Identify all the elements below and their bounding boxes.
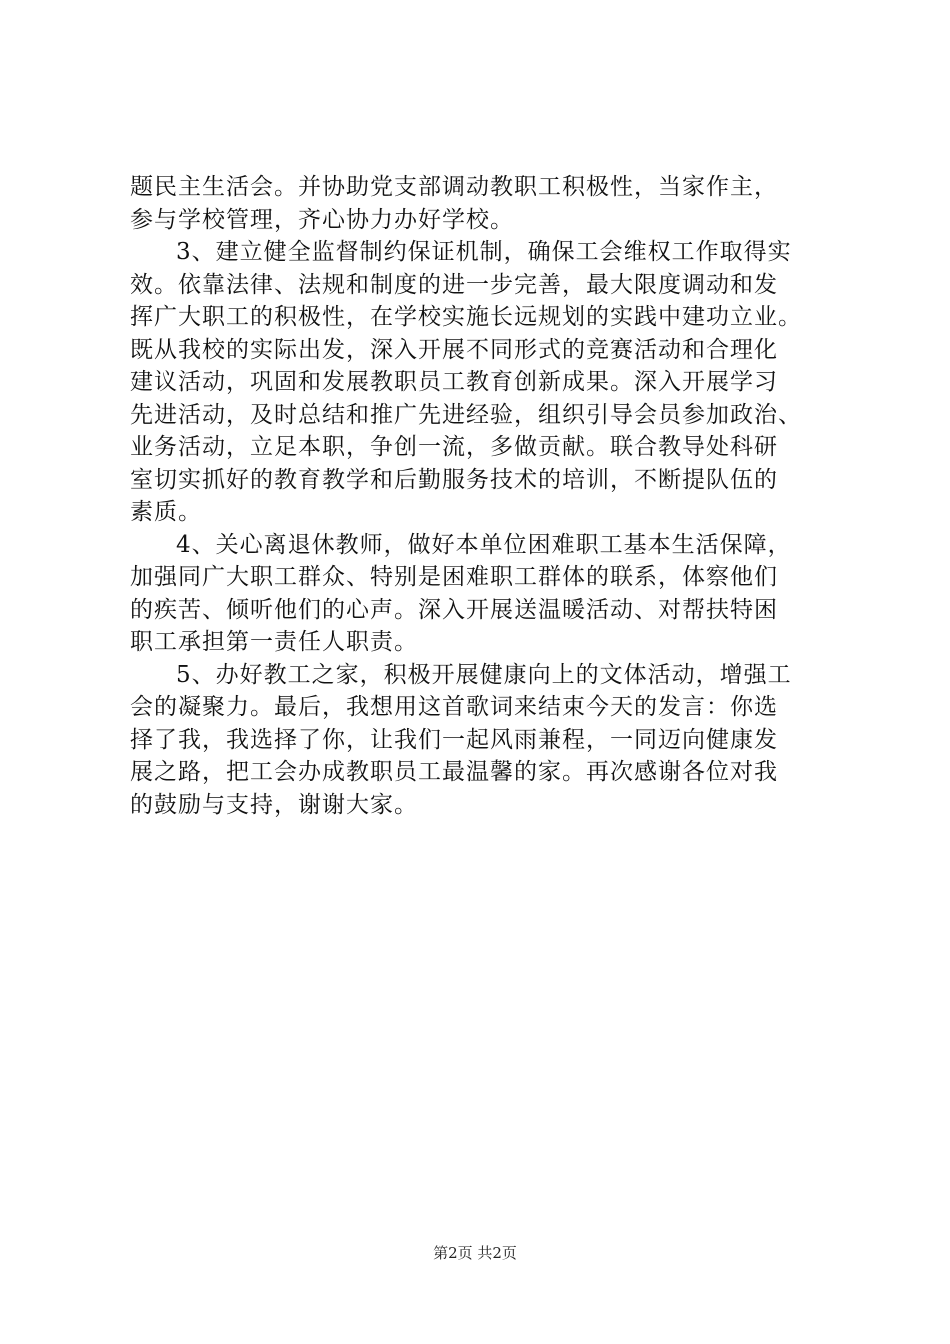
page-number-footer: 第2页 共2页	[433, 1244, 517, 1262]
text-line: 3、建立健全监督制约保证机制，确保工会维权工作取得实	[176, 239, 792, 265]
text-line: 既从我校的实际出发，深入开展不同形式的竞赛活动和合理化	[130, 336, 778, 363]
text-line: 5、办好教工之家，积极开展健康向上的文体活动，增强工	[176, 661, 792, 688]
text-line: 业务活动，立足本职，争创一流，多做贡献。联合教导处科研	[130, 434, 778, 460]
text-line: 挥广大职工的积极性，在学校实施长远规划的实践中建功立业。	[130, 304, 802, 330]
text-line: 的疾苦、倾听他们的心声。深入开展送温暖活动、对帮扶特困	[130, 596, 778, 623]
text-line: 题民主生活会。并协助党支部调动教职工积极性，当家作主，	[130, 174, 778, 200]
text-line: 室切实抓好的教育教学和后勤服务技术的培训，不断提队伍的	[130, 466, 778, 493]
text-line: 素质。	[130, 499, 202, 525]
paragraph-item-5	[130, 659, 835, 822]
document-body	[130, 171, 835, 821]
paragraph-continuation	[130, 171, 835, 236]
text-line: 效。依靠法律、法规和制度的进一步完善，最大限度调动和发	[130, 271, 778, 298]
text-line: 建议活动，巩固和发展教职员工教育创新成果。深入开展学习	[130, 369, 778, 395]
paragraph-item-4	[130, 529, 835, 659]
text-line: 先进活动，及时总结和推广先进经验，组织引导会员参加政治、	[130, 401, 802, 428]
text-line: 的鼓励与支持，谢谢大家。	[130, 791, 418, 818]
text-line: 4、关心离退休教师，做好本单位困难职工基本生活保障，	[176, 531, 792, 558]
text-line: 参与学校管理，齐心协力办好学校。	[130, 206, 514, 233]
text-line: 会的凝聚力。最后，我想用这首歌词来结束今天的发言：你选	[130, 694, 778, 720]
paragraph-item-3	[130, 236, 835, 529]
text-line: 展之路，把工会办成教职员工最温馨的家。再次感谢各位对我	[130, 759, 778, 785]
text-line: 加强同广大职工群众、特别是困难职工群体的联系，体察他们	[130, 564, 778, 590]
text-line: 择了我，我选择了你，让我们一起风雨兼程，一同迈向健康发	[130, 726, 778, 753]
text-line: 职工承担第一责任人职责。	[130, 629, 418, 655]
